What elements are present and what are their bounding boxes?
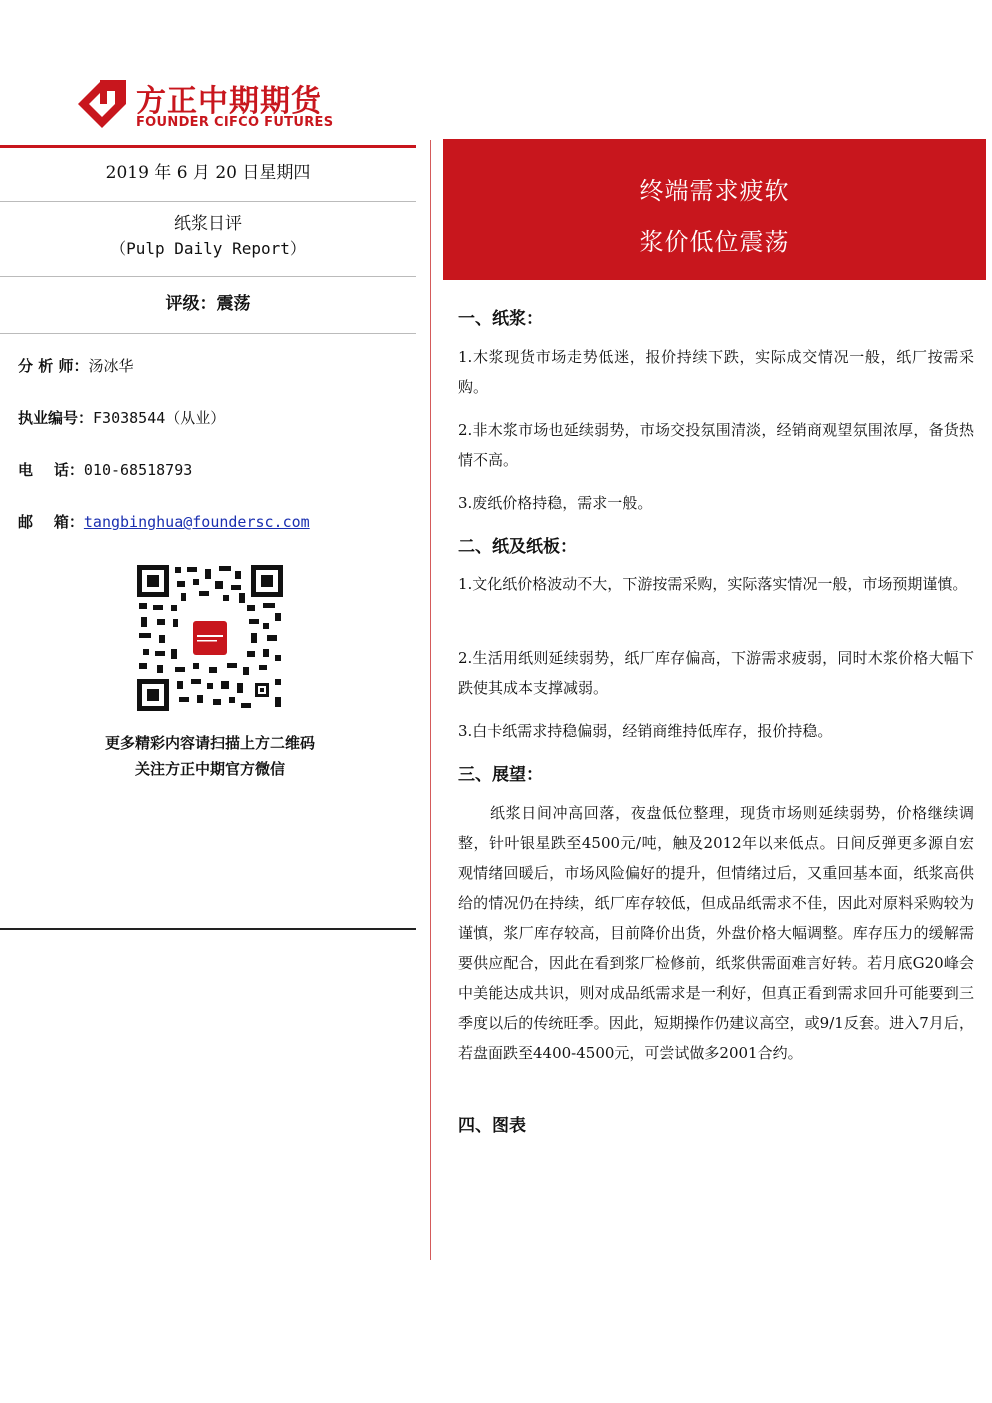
pulp-paragraph-2: 2.非木浆市场也延续弱势，市场交投氛围清淡，经销商观望氛围浓厚，备货热情不高。	[458, 421, 974, 469]
paper-paragraph-1: 1.文化纸价格波动不大，下游按需采购，实际落实情况一般，市场预期谨慎。	[458, 575, 968, 593]
logo-name-en: FOUNDER CIFCO FUTURES	[136, 115, 334, 130]
analyst-label: 分 析 师：	[18, 357, 89, 375]
divider	[0, 276, 416, 277]
divider	[0, 201, 416, 202]
section-title-outlook: 三、展望：	[458, 765, 543, 785]
header-red-rule	[0, 145, 416, 148]
analyst-row	[18, 355, 133, 376]
email-row	[18, 511, 310, 532]
report-title: 纸浆日评	[174, 214, 242, 234]
logo-mark-icon	[78, 80, 126, 128]
qr-caption-line2: 关注方正中期官方微信	[134, 760, 285, 778]
wechat-qr-code-icon	[135, 563, 285, 713]
license-number: F3038544（从业）	[93, 409, 226, 427]
paper-paragraph-3: 3.白卡纸需求持稳偏弱，经销商维持低库存，报价持稳。	[458, 722, 833, 740]
sidebar-bottom-rule	[0, 928, 416, 930]
rating: 评级：震荡	[165, 294, 251, 314]
email-label: 邮 箱：	[18, 513, 84, 531]
section-title-pulp: 一、纸浆：	[458, 309, 543, 329]
paper-paragraph-2: 2.生活用纸则延续弱势，纸厂库存偏高，下游需求疲弱，同时木浆价格大幅下跌使其成本支撑减弱。	[458, 649, 974, 697]
section-title-paper: 二、纸及纸板：	[458, 537, 577, 557]
report-subtitle: （Pulp Daily Report）	[110, 239, 306, 258]
pulp-paragraph-1: 1.木浆现货市场走势低迷，报价持续下跌，实际成交情况一般，纸厂按需采购。	[458, 348, 974, 396]
logo-name-cn: 方正中期期货	[136, 84, 322, 119]
analyst-name: 汤冰华	[88, 357, 134, 375]
company-logo	[78, 78, 378, 134]
license-row	[18, 407, 225, 428]
section-title-charts: 四、图表	[458, 1116, 526, 1136]
divider	[0, 333, 416, 334]
headline-banner	[443, 139, 986, 280]
pulp-paragraph-3: 3.废纸价格持稳，需求一般。	[458, 494, 653, 512]
outlook-paragraph: 纸浆日间冲高回落，夜盘低位整理，现货市场则延续弱势，价格继续调整，针叶银星跌至4500元/吨，触及2012年以来低点。日间反弹更多源自宏观情绪回暖后，市场风险偏好的提升，但情绪过后，又重回基本面，纸浆高供给的情况仍在持续，纸厂库存较低，但成品纸需求不佳，因此对原料采购较为谨慎，浆厂库存较高，目前降价出货，外盘价格大幅调整。库存压力的缓解需要供应配合，因此在看到浆厂检修前，纸浆供需面难言好转。若月底G20峰会中美能达成共识，则对成品纸需求是一利好，但真正看到需求回升可能要到三季度以后的传统旺季。因此，短期操作仍建议高空，或9/1反套。进入7月后，若盘面跌至4400-4500元，可尝试做多2001合约。	[458, 804, 974, 1062]
headline-line2: 浆价低位震荡	[639, 228, 790, 256]
email-link[interactable]: tangbinghua@foundersc.com	[83, 513, 310, 531]
phone-row	[18, 459, 192, 480]
report-date: 2019 年 6 月 20 日星期四	[105, 163, 311, 183]
column-divider	[430, 140, 431, 1260]
license-label: 执业编号：	[18, 409, 94, 427]
headline-line1: 终端需求疲软	[639, 177, 790, 205]
phone-label: 电 话：	[18, 461, 84, 479]
phone-number: 010-68518793	[83, 461, 193, 479]
qr-caption-line1: 更多精彩内容请扫描上方二维码	[104, 734, 315, 752]
